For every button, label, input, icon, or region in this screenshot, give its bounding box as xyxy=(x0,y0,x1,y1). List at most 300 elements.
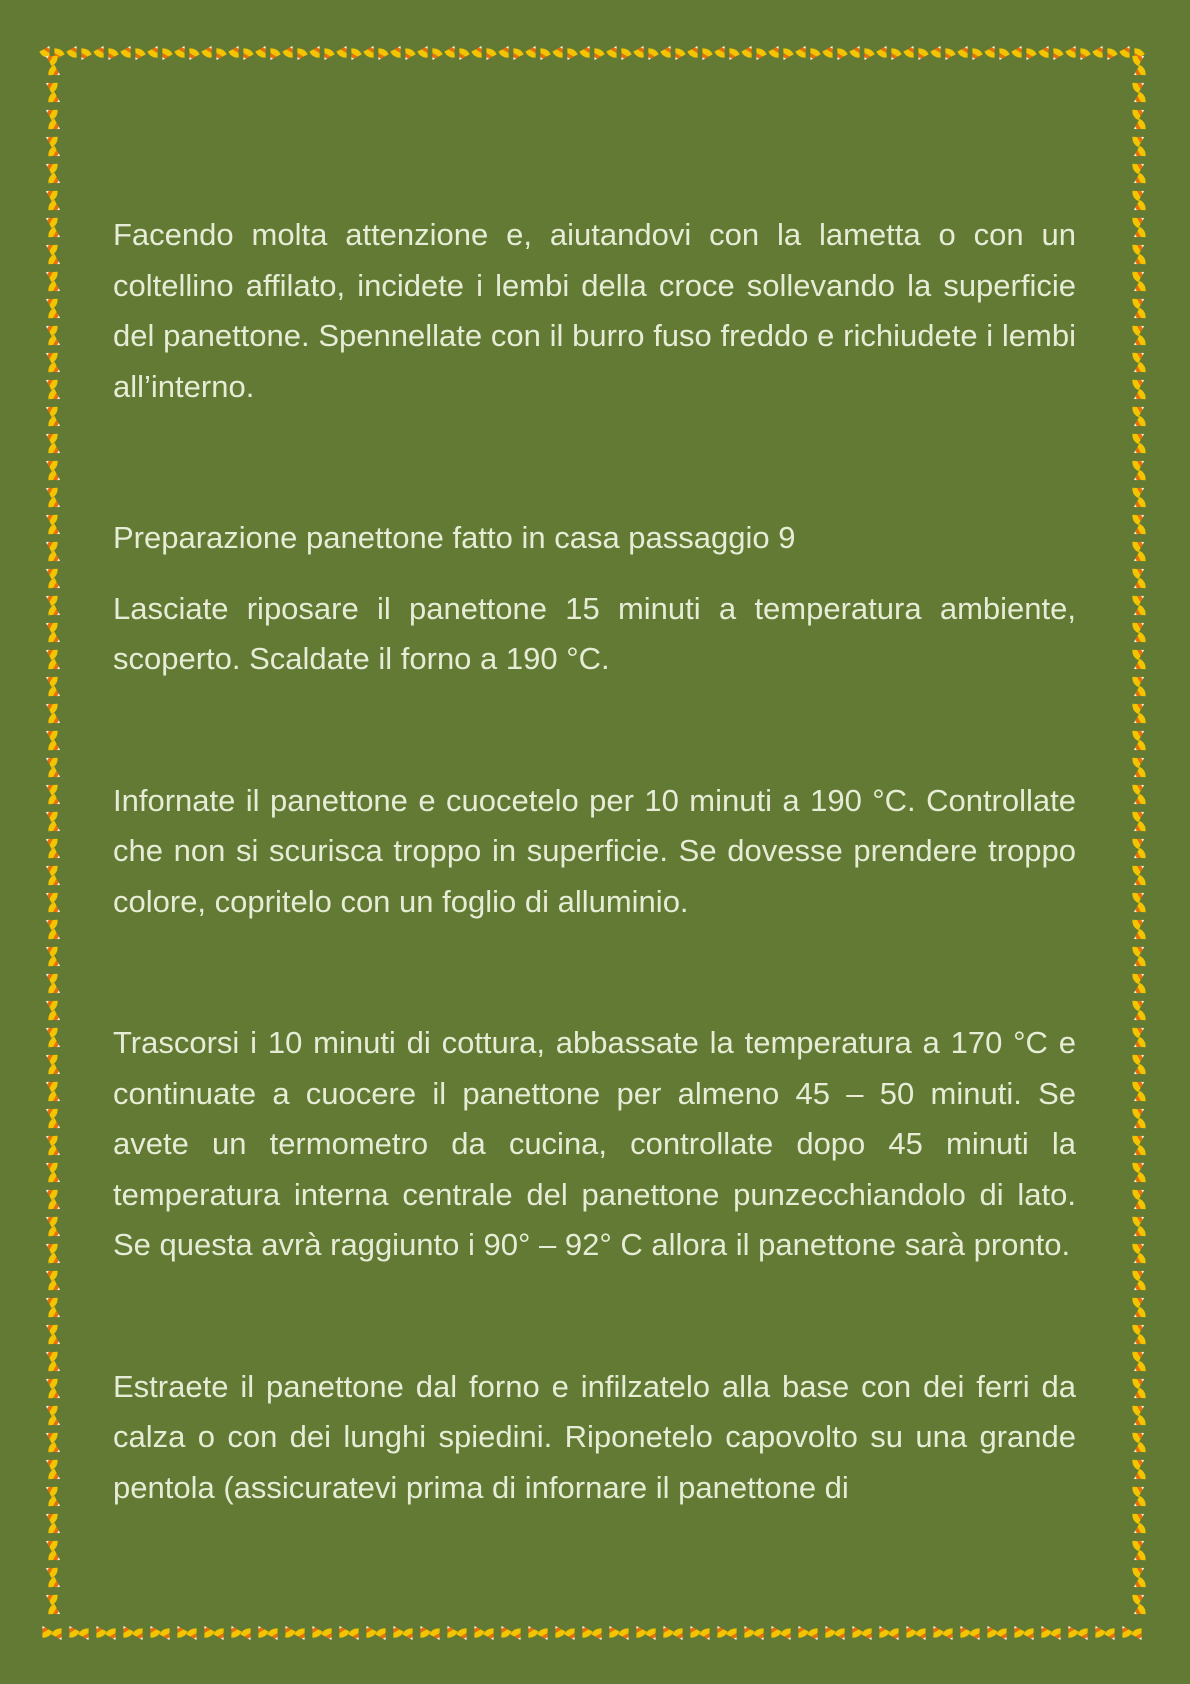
candy-corn-icon xyxy=(91,1623,107,1639)
candy-corn-icon xyxy=(901,1623,917,1639)
candy-corn-icon xyxy=(1091,43,1107,59)
candy-corn-icon xyxy=(1130,1627,1146,1643)
candy-corn-icon xyxy=(47,118,63,134)
candy-corn-icon xyxy=(1131,1279,1147,1295)
candy-corn-icon xyxy=(43,726,59,742)
candy-corn-icon xyxy=(658,1623,674,1639)
document-body xyxy=(113,210,1076,1513)
candy-corn-icon xyxy=(47,91,63,107)
candy-corn-icon xyxy=(739,1623,755,1639)
candy-corn-icon xyxy=(43,483,59,499)
candy-corn-icon xyxy=(173,43,189,59)
candy-corn-icon xyxy=(361,1623,377,1639)
candy-corn-icon xyxy=(1131,550,1147,566)
candy-corn-icon xyxy=(146,43,162,59)
candy-corn-icon xyxy=(751,47,767,63)
candy-corn-icon xyxy=(427,47,443,63)
candy-corn-icon xyxy=(47,874,63,890)
candy-corn-icon xyxy=(346,47,362,63)
candy-corn-icon xyxy=(887,1627,903,1643)
candy-corn-icon xyxy=(43,834,59,850)
candy-corn-icon xyxy=(481,47,497,63)
candy-corn-icon xyxy=(320,1627,336,1643)
candy-corn-icon xyxy=(47,631,63,647)
candy-corn-icon xyxy=(47,928,63,944)
candy-corn-icon xyxy=(1131,955,1147,971)
candy-corn-icon xyxy=(388,1623,404,1639)
candy-corn-icon xyxy=(1131,253,1147,269)
candy-corn-icon xyxy=(1131,145,1147,161)
candy-corn-icon xyxy=(1131,1198,1147,1214)
candy-corn-icon xyxy=(47,1360,63,1376)
candy-corn-icon xyxy=(47,793,63,809)
candy-corn-icon xyxy=(334,1623,350,1639)
candy-corn-icon xyxy=(47,766,63,782)
candy-corn-icon xyxy=(47,280,63,296)
candy-corn-icon xyxy=(1131,510,1147,526)
candy-corn-icon xyxy=(43,1482,59,1498)
candy-corn-icon xyxy=(469,1623,485,1639)
candy-corn-icon xyxy=(1131,1401,1147,1417)
candy-corn-icon xyxy=(43,591,59,607)
candy-corn-icon xyxy=(671,1627,687,1643)
candy-corn-icon xyxy=(1131,1441,1147,1457)
candy-corn-icon xyxy=(64,1623,80,1639)
candy-corn-icon xyxy=(401,1627,417,1643)
candy-corn-icon xyxy=(1131,1347,1147,1363)
candy-corn-icon xyxy=(1048,47,1064,63)
candy-corn-icon xyxy=(590,1627,606,1643)
candy-corn-icon xyxy=(1131,1131,1147,1147)
candy-corn-icon xyxy=(47,955,63,971)
candy-corn-icon xyxy=(1131,1320,1147,1336)
candy-corn-icon xyxy=(941,1627,957,1643)
candy-corn-icon xyxy=(778,47,794,63)
paragraph-scoring-cross: Facendo molta attenzione e, aiutandovi con la lametta o con un coltellino affilato, incidete i lembi della croce sollevando la superficie del panettone. Spennellate con il burro fuso freddo e richiudete i lembi all’interno. xyxy=(113,217,1076,404)
candy-corn-icon xyxy=(1131,618,1147,634)
candy-corn-icon xyxy=(833,1627,849,1643)
candy-corn-icon xyxy=(886,47,902,63)
candy-corn-icon xyxy=(1131,429,1147,445)
candy-corn-icon xyxy=(47,847,63,863)
candy-corn-icon xyxy=(982,1623,998,1639)
candy-corn-icon xyxy=(47,1441,63,1457)
candy-corn-icon xyxy=(47,1603,63,1619)
step-heading: Preparazione panettone fatto in casa passaggio 9 xyxy=(113,520,796,555)
candy-corn-icon xyxy=(875,43,891,59)
candy-corn-icon xyxy=(400,47,416,63)
candy-corn-icon xyxy=(940,47,956,63)
candy-corn-icon xyxy=(1117,1623,1133,1639)
candy-corn-icon xyxy=(1131,874,1147,890)
candy-corn-icon xyxy=(994,47,1010,63)
candy-corn-icon xyxy=(1131,847,1147,863)
candy-corn-icon xyxy=(1131,861,1147,877)
candy-corn-icon xyxy=(1131,1171,1147,1187)
candy-corn-icon xyxy=(292,47,308,63)
candy-corn-icon xyxy=(1131,672,1147,688)
candy-corn-icon xyxy=(47,685,63,701)
candy-corn-icon xyxy=(1131,1549,1147,1565)
candy-corn-icon xyxy=(1118,43,1134,59)
candy-corn-icon xyxy=(551,43,567,59)
candy-corn-icon xyxy=(1131,496,1147,512)
candy-corn-icon xyxy=(1021,47,1037,63)
candy-corn-icon xyxy=(725,1627,741,1643)
candy-corn-icon xyxy=(1131,334,1147,350)
candy-corn-icon xyxy=(847,1623,863,1639)
candy-corn-icon xyxy=(1131,321,1147,337)
candy-corn-icon xyxy=(200,43,216,59)
candy-corn-icon xyxy=(536,1627,552,1643)
candy-corn-icon xyxy=(43,1077,59,1093)
paragraph-rest-preheat: Lasciate riposare il panettone 15 minuti a temperatura ambiente, scoperto. Scaldate il forno a 190 °C. xyxy=(113,590,1076,676)
candy-corn-icon xyxy=(1131,1374,1147,1390)
candy-corn-icon xyxy=(1131,199,1147,215)
candy-corn-icon xyxy=(47,145,63,161)
candy-corn-icon xyxy=(1131,1117,1147,1133)
candy-corn-icon xyxy=(308,43,324,59)
candy-corn-icon xyxy=(1131,1495,1147,1511)
candy-corn-icon xyxy=(362,43,378,59)
candy-corn-icon xyxy=(955,1623,971,1639)
candy-corn-icon xyxy=(47,712,63,728)
candy-corn-icon xyxy=(1131,1536,1147,1552)
candy-corn-icon xyxy=(43,1320,59,1336)
candy-corn-icon xyxy=(1131,280,1147,296)
candy-corn-icon xyxy=(47,307,63,323)
candy-corn-icon xyxy=(43,1293,59,1309)
candy-corn-icon xyxy=(1131,1590,1147,1606)
candy-corn-icon xyxy=(1131,982,1147,998)
candy-corn-icon xyxy=(832,47,848,63)
candy-corn-icon xyxy=(779,1627,795,1643)
candy-corn-icon xyxy=(1131,105,1147,121)
candy-corn-icon xyxy=(1131,645,1147,661)
candy-corn-icon xyxy=(1131,415,1147,431)
candy-corn-icon xyxy=(92,43,108,59)
candy-corn-icon xyxy=(253,1623,269,1639)
candy-corn-icon xyxy=(793,1623,809,1639)
candy-corn-icon xyxy=(43,267,59,283)
candy-corn-icon xyxy=(428,1627,444,1643)
candy-corn-icon xyxy=(848,43,864,59)
candy-corn-icon xyxy=(794,43,810,59)
candy-corn-icon xyxy=(697,47,713,63)
candy-corn-icon xyxy=(47,1063,63,1079)
candy-corn-icon xyxy=(281,43,297,59)
candy-corn-icon xyxy=(43,240,59,256)
candy-corn-icon xyxy=(643,47,659,63)
candy-corn-icon xyxy=(604,1623,620,1639)
candy-corn-icon xyxy=(1131,78,1147,94)
paragraph-bake-second: Trascorsi i 10 minuti di cottura, abbassate la temperatura a 170 °C e continuate a cuocere il panettone per almeno 45 – 50 minuti. Se avete un termometro da cucina, controllate dopo 45 minuti la temperatura interna centrale del panettone punzecchiandolo di lato. Se questa avrà raggiunto i 90° – 92° C allora il panettone sarà pronto. xyxy=(113,1025,1076,1262)
candy-corn-icon xyxy=(535,47,551,63)
candy-corn-icon xyxy=(509,1627,525,1643)
candy-corn-icon xyxy=(1131,1360,1147,1376)
candy-corn-icon xyxy=(1131,726,1147,742)
candy-corn-icon xyxy=(562,47,578,63)
candy-corn-icon xyxy=(1131,523,1147,539)
candy-corn-icon xyxy=(454,47,470,63)
candy-corn-icon xyxy=(1131,1455,1147,1471)
candy-corn-icon xyxy=(455,1627,471,1643)
candy-corn-icon xyxy=(740,43,756,59)
candy-corn-icon xyxy=(1049,1627,1065,1643)
candy-corn-icon xyxy=(47,604,63,620)
candy-corn-icon xyxy=(550,1623,566,1639)
candy-corn-icon xyxy=(805,47,821,63)
candy-corn-icon xyxy=(43,294,59,310)
candy-corn-icon xyxy=(389,43,405,59)
candy-corn-icon xyxy=(77,1627,93,1643)
candy-corn-icon xyxy=(47,1117,63,1133)
candy-corn-icon xyxy=(1131,1144,1147,1160)
candy-corn-icon xyxy=(47,1036,63,1052)
candy-corn-icon xyxy=(1131,1050,1147,1066)
candy-corn-icon xyxy=(496,1623,512,1639)
candy-corn-icon xyxy=(37,1623,53,1639)
candy-corn-icon xyxy=(43,672,59,688)
candy-corn-icon xyxy=(76,47,92,63)
candy-corn-icon xyxy=(50,1627,66,1643)
candy-corn-icon xyxy=(644,1627,660,1643)
candy-corn-icon xyxy=(43,888,59,904)
candy-corn-icon xyxy=(1075,47,1091,63)
candy-corn-icon xyxy=(157,47,173,63)
candy-corn-icon xyxy=(1131,1414,1147,1430)
candy-corn-icon xyxy=(929,43,945,59)
candy-corn-icon xyxy=(226,1623,242,1639)
candy-corn-icon xyxy=(524,43,540,59)
candy-corn-icon xyxy=(617,1627,633,1643)
candy-corn-icon xyxy=(43,159,59,175)
candy-corn-icon xyxy=(254,43,270,59)
candy-corn-icon xyxy=(47,1306,63,1322)
candy-corn-icon xyxy=(1131,1509,1147,1525)
candy-corn-icon xyxy=(1131,1266,1147,1282)
candy-corn-icon xyxy=(43,618,59,634)
candy-corn-icon xyxy=(1131,1428,1147,1444)
candy-corn-icon xyxy=(983,43,999,59)
candy-corn-icon xyxy=(374,1627,390,1643)
candy-corn-icon xyxy=(1009,1623,1025,1639)
candy-corn-icon xyxy=(605,43,621,59)
candy-corn-icon xyxy=(821,43,837,59)
candy-corn-icon xyxy=(238,47,254,63)
candy-corn-icon xyxy=(47,415,63,431)
candy-corn-icon xyxy=(1131,537,1147,553)
candy-corn-icon xyxy=(1131,64,1147,80)
candy-corn-icon xyxy=(1131,186,1147,202)
candy-corn-icon xyxy=(47,550,63,566)
candy-corn-icon xyxy=(43,1347,59,1363)
candy-corn-icon xyxy=(47,64,63,80)
candy-corn-icon xyxy=(1131,1009,1147,1025)
candy-corn-icon xyxy=(1131,685,1147,701)
candy-corn-icon xyxy=(47,172,63,188)
candy-corn-icon xyxy=(928,1623,944,1639)
candy-corn-icon xyxy=(65,43,81,59)
candy-corn-icon xyxy=(158,1627,174,1643)
candy-corn-icon xyxy=(523,1623,539,1639)
candy-corn-icon xyxy=(43,78,59,94)
candy-corn-icon xyxy=(1131,361,1147,377)
candy-corn-icon xyxy=(1131,1158,1147,1174)
candy-corn-icon xyxy=(1131,388,1147,404)
candy-corn-icon xyxy=(1131,294,1147,310)
candy-corn-icon xyxy=(1036,1623,1052,1639)
candy-corn-icon xyxy=(724,47,740,63)
candy-corn-icon xyxy=(307,1623,323,1639)
candy-corn-icon xyxy=(227,43,243,59)
candy-corn-icon xyxy=(43,699,59,715)
candy-corn-icon xyxy=(47,1495,63,1511)
candy-corn-icon xyxy=(47,1252,63,1268)
candy-corn-icon xyxy=(1131,1063,1147,1079)
candy-corn-icon xyxy=(43,753,59,769)
candy-corn-icon xyxy=(1131,604,1147,620)
candy-corn-icon xyxy=(1131,91,1147,107)
candy-corn-icon xyxy=(1131,456,1147,472)
candy-corn-icon xyxy=(1064,43,1080,59)
candy-corn-icon xyxy=(131,1627,147,1643)
candy-corn-icon xyxy=(130,47,146,63)
candy-corn-icon xyxy=(47,901,63,917)
candy-corn-icon xyxy=(1131,901,1147,917)
candy-corn-icon xyxy=(995,1627,1011,1643)
candy-corn-icon xyxy=(902,43,918,59)
candy-corn-icon xyxy=(47,496,63,512)
candy-corn-icon xyxy=(497,43,513,59)
candy-corn-icon xyxy=(319,47,335,63)
candy-corn-icon xyxy=(43,564,59,580)
candy-corn-icon xyxy=(1131,793,1147,809)
candy-corn-icon xyxy=(145,1623,161,1639)
candy-corn-icon xyxy=(43,1401,59,1417)
candy-corn-icon xyxy=(956,43,972,59)
candy-corn-icon xyxy=(47,1549,63,1565)
candy-corn-icon xyxy=(1131,1522,1147,1538)
candy-corn-icon xyxy=(47,1576,63,1592)
candy-corn-icon xyxy=(172,1623,188,1639)
candy-corn-icon xyxy=(1131,928,1147,944)
candy-corn-icon xyxy=(43,1266,59,1282)
candy-corn-icon xyxy=(43,402,59,418)
candy-corn-icon xyxy=(47,523,63,539)
candy-corn-icon xyxy=(47,1468,63,1484)
candy-corn-icon xyxy=(1131,739,1147,755)
candy-corn-icon xyxy=(43,1536,59,1552)
candy-corn-icon xyxy=(1103,1627,1119,1643)
candy-corn-icon xyxy=(1022,1627,1038,1643)
candy-corn-icon xyxy=(1131,780,1147,796)
candy-corn-icon xyxy=(686,43,702,59)
candy-corn-icon xyxy=(1131,375,1147,391)
candy-corn-icon xyxy=(616,47,632,63)
candy-corn-icon xyxy=(1131,240,1147,256)
candy-corn-icon xyxy=(184,47,200,63)
candy-corn-icon xyxy=(1131,1603,1147,1619)
candy-corn-icon xyxy=(766,1623,782,1639)
candy-corn-icon xyxy=(43,348,59,364)
candy-corn-icon xyxy=(43,375,59,391)
candy-corn-icon xyxy=(1131,712,1147,728)
candy-corn-icon xyxy=(43,1104,59,1120)
candy-corn-icon xyxy=(47,982,63,998)
candy-corn-icon xyxy=(43,1023,59,1039)
candy-corn-icon xyxy=(415,1623,431,1639)
candy-corn-icon xyxy=(199,1623,215,1639)
candy-corn-icon xyxy=(104,1627,120,1643)
candy-corn-icon xyxy=(1010,43,1026,59)
candy-corn-icon xyxy=(43,807,59,823)
candy-corn-icon xyxy=(47,442,63,458)
candy-corn-icon xyxy=(1131,1225,1147,1241)
candy-corn-icon xyxy=(43,1509,59,1525)
candy-corn-icon xyxy=(1131,348,1147,364)
candy-corn-icon xyxy=(1131,213,1147,229)
candy-corn-icon xyxy=(47,199,63,215)
candy-corn-icon xyxy=(43,510,59,526)
candy-corn-icon xyxy=(47,1279,63,1295)
paragraph-cooling: Estraete il panettone dal forno e infilzatelo alla base con dei ferri da calza o con dei lunghi spiedini. Riponetelo capovolto su una grande pentola (assicuratevi prima di infornare il panettone di xyxy=(113,1368,1076,1505)
candy-corn-icon xyxy=(103,47,119,63)
candy-corn-icon xyxy=(1131,1306,1147,1322)
candy-corn-icon xyxy=(1131,1104,1147,1120)
candy-corn-icon xyxy=(1131,307,1147,323)
candy-corn-icon xyxy=(43,213,59,229)
candy-corn-icon xyxy=(1131,658,1147,674)
candy-corn-icon xyxy=(806,1627,822,1643)
candy-corn-icon xyxy=(470,43,486,59)
candy-corn-icon xyxy=(43,915,59,931)
candy-corn-icon xyxy=(43,1563,59,1579)
candy-corn-icon xyxy=(443,43,459,59)
candy-corn-icon xyxy=(1131,1482,1147,1498)
candy-corn-icon xyxy=(874,1623,890,1639)
candy-corn-icon xyxy=(1131,483,1147,499)
candy-corn-icon xyxy=(1131,442,1147,458)
candy-corn-icon xyxy=(47,1333,63,1349)
candy-corn-icon xyxy=(914,1627,930,1643)
candy-corn-icon xyxy=(1131,1239,1147,1255)
candy-corn-icon xyxy=(119,43,135,59)
candy-corn-icon xyxy=(1131,226,1147,242)
candy-corn-icon xyxy=(1131,591,1147,607)
candy-corn-icon xyxy=(43,996,59,1012)
candy-corn-icon xyxy=(293,1627,309,1643)
candy-corn-icon xyxy=(47,334,63,350)
candy-corn-icon xyxy=(1131,969,1147,985)
candy-corn-icon xyxy=(1076,1627,1092,1643)
candy-corn-icon xyxy=(43,1374,59,1390)
candy-corn-icon xyxy=(860,1627,876,1643)
candy-corn-icon xyxy=(1131,996,1147,1012)
candy-corn-icon xyxy=(47,739,63,755)
candy-corn-icon xyxy=(43,1158,59,1174)
candy-corn-icon xyxy=(239,1627,255,1643)
candy-corn-icon xyxy=(670,47,686,63)
candy-corn-icon xyxy=(47,1198,63,1214)
candy-corn-icon xyxy=(43,456,59,472)
candy-corn-icon xyxy=(1131,834,1147,850)
candy-corn-icon xyxy=(1131,1333,1147,1349)
candy-corn-icon xyxy=(335,43,351,59)
candy-corn-icon xyxy=(1131,1077,1147,1093)
candy-corn-icon xyxy=(578,43,594,59)
candy-corn-icon xyxy=(185,1627,201,1643)
